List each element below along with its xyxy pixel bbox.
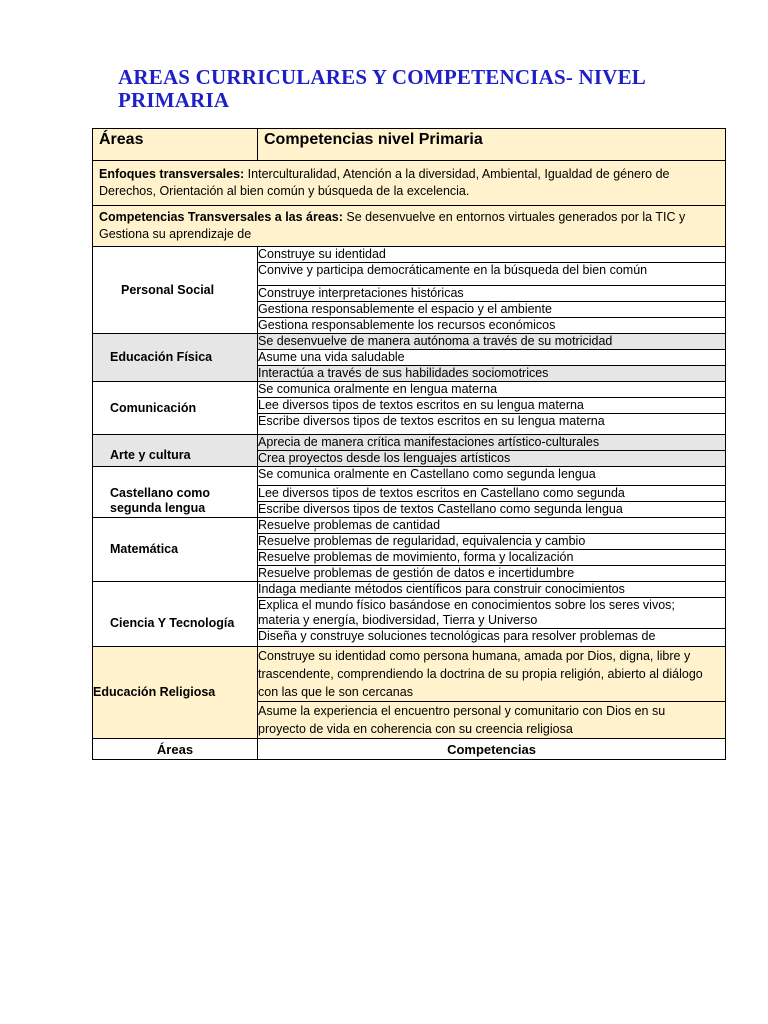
enfoques-cell [93,161,726,206]
competencia-cell: Se desenvuelve de manera autónoma a través de su motricidad [258,334,726,350]
table-row [93,334,726,350]
competencia-cell: Resuelve problemas de movimiento, forma y localización [258,550,726,566]
competencia-cell: Interactúa a través de sus habilidades sociomotrices [258,366,726,382]
transversales-label: Competencias Transversales a las áreas: [99,210,343,224]
table-row [93,518,726,534]
competencia-cell: Resuelve problemas de regularidad, equivalencia y cambio [258,534,726,550]
competencia-cell: Resuelve problemas de gestión de datos e incertidumbre [258,566,726,582]
header-competencias: Competencias nivel Primaria [258,129,726,161]
competencia-cell: Aprecia de manera crítica manifestaciones artístico-culturales [258,435,726,451]
competencia-cell: Convive y participa democráticamente en la búsqueda del bien común [258,263,726,286]
competencia-cell: Resuelve problemas de cantidad [258,518,726,534]
table-row [93,467,726,486]
competencia-cell: Gestiona responsablemente los recursos económicos [258,318,726,334]
competencia-cell: Lee diversos tipos de textos escritos en Castellano como segunda [258,486,726,502]
transversales-row [93,206,726,247]
competencia-cell: Construye su identidad como persona humana, amada por Dios, digna, libre y trascendente, comprendiendo la doctrina de su propia religión, abierto al diálogo con las que le son cercanas [258,647,726,702]
table-row [93,435,726,451]
table-row [93,647,726,702]
competencia-cell: Se comunica oralmente en Castellano como segunda lengua [258,467,726,486]
table-row [93,247,726,263]
competencia-cell: Asume una vida saludable [258,350,726,366]
table-header-row [93,129,726,161]
enfoques-row [93,161,726,206]
competencia-cell: Escribe diversos tipos de textos escritos en su lengua materna [258,414,726,435]
competencia-cell: Indaga mediante métodos científicos para construir conocimientos [258,582,726,598]
area-personal-social: Personal Social [93,247,258,334]
footer-areas: Áreas [93,739,258,760]
competencia-text: Diseña y construye soluciones tecnológicas para resolver problemas de [258,629,656,643]
competencia-cell: Se comunica oralmente en lengua materna [258,382,726,398]
header-areas: Áreas [93,129,258,161]
competencia-cell: Lee diversos tipos de textos escritos en su lengua materna [258,398,726,414]
area-educacion-religiosa: Educación Religiosa [93,647,258,739]
area-educacion-fisica: Educación Física [93,334,258,382]
footer-competencias: Competencias [258,739,726,760]
transversales-cell [93,206,726,247]
competencia-cell: Asume la experiencia el encuentro personal y comunitario con Dios en su proyecto de vida en coherencia con su creencia religiosa [258,702,726,739]
competencia-cell: Crea proyectos desde los lenguajes artísticos [258,451,726,467]
table-footer-row [93,739,726,760]
competencia-cell: Construye su identidad [258,247,726,263]
competencia-cell [258,629,726,647]
competencia-cell: Gestiona responsablemente el espacio y el ambiente [258,302,726,318]
enfoques-text: Interculturalidad, Atención a la diversidad, Ambiental, Igualdad de género de Derechos, Orientación al bien común y búsqueda de la excelencia. [99,167,670,198]
curriculum-table [92,128,726,760]
area-matematica: Matemática [93,518,258,582]
table-row [93,582,726,598]
area-ciencia-tecnologia: Ciencia Y Tecnología [93,582,258,647]
page-title: AREAS CURRICULARES Y COMPETENCIAS- NIVEL PRIMARIA [118,65,645,112]
area-arte-cultura: Arte y cultura [93,435,258,467]
area-comunicacion: Comunicación [93,382,258,435]
competencia-cell: Escribe diversos tipos de textos Castellano como segunda lengua [258,502,726,518]
area-castellano: Castellano como segunda lengua [93,467,258,518]
table-row [93,382,726,398]
competencia-cell: Construye interpretaciones históricas [258,286,726,302]
enfoques-label: Enfoques transversales: [99,167,245,181]
competencia-cell: Explica el mundo físico basándose en conocimientos sobre los seres vivos; materia y energía, biodiversidad, Tierra y Universo [258,598,726,629]
transversales-text: Se desenvuelve en entornos virtuales generados por la TIC y Gestiona su aprendizaje de [99,210,686,241]
